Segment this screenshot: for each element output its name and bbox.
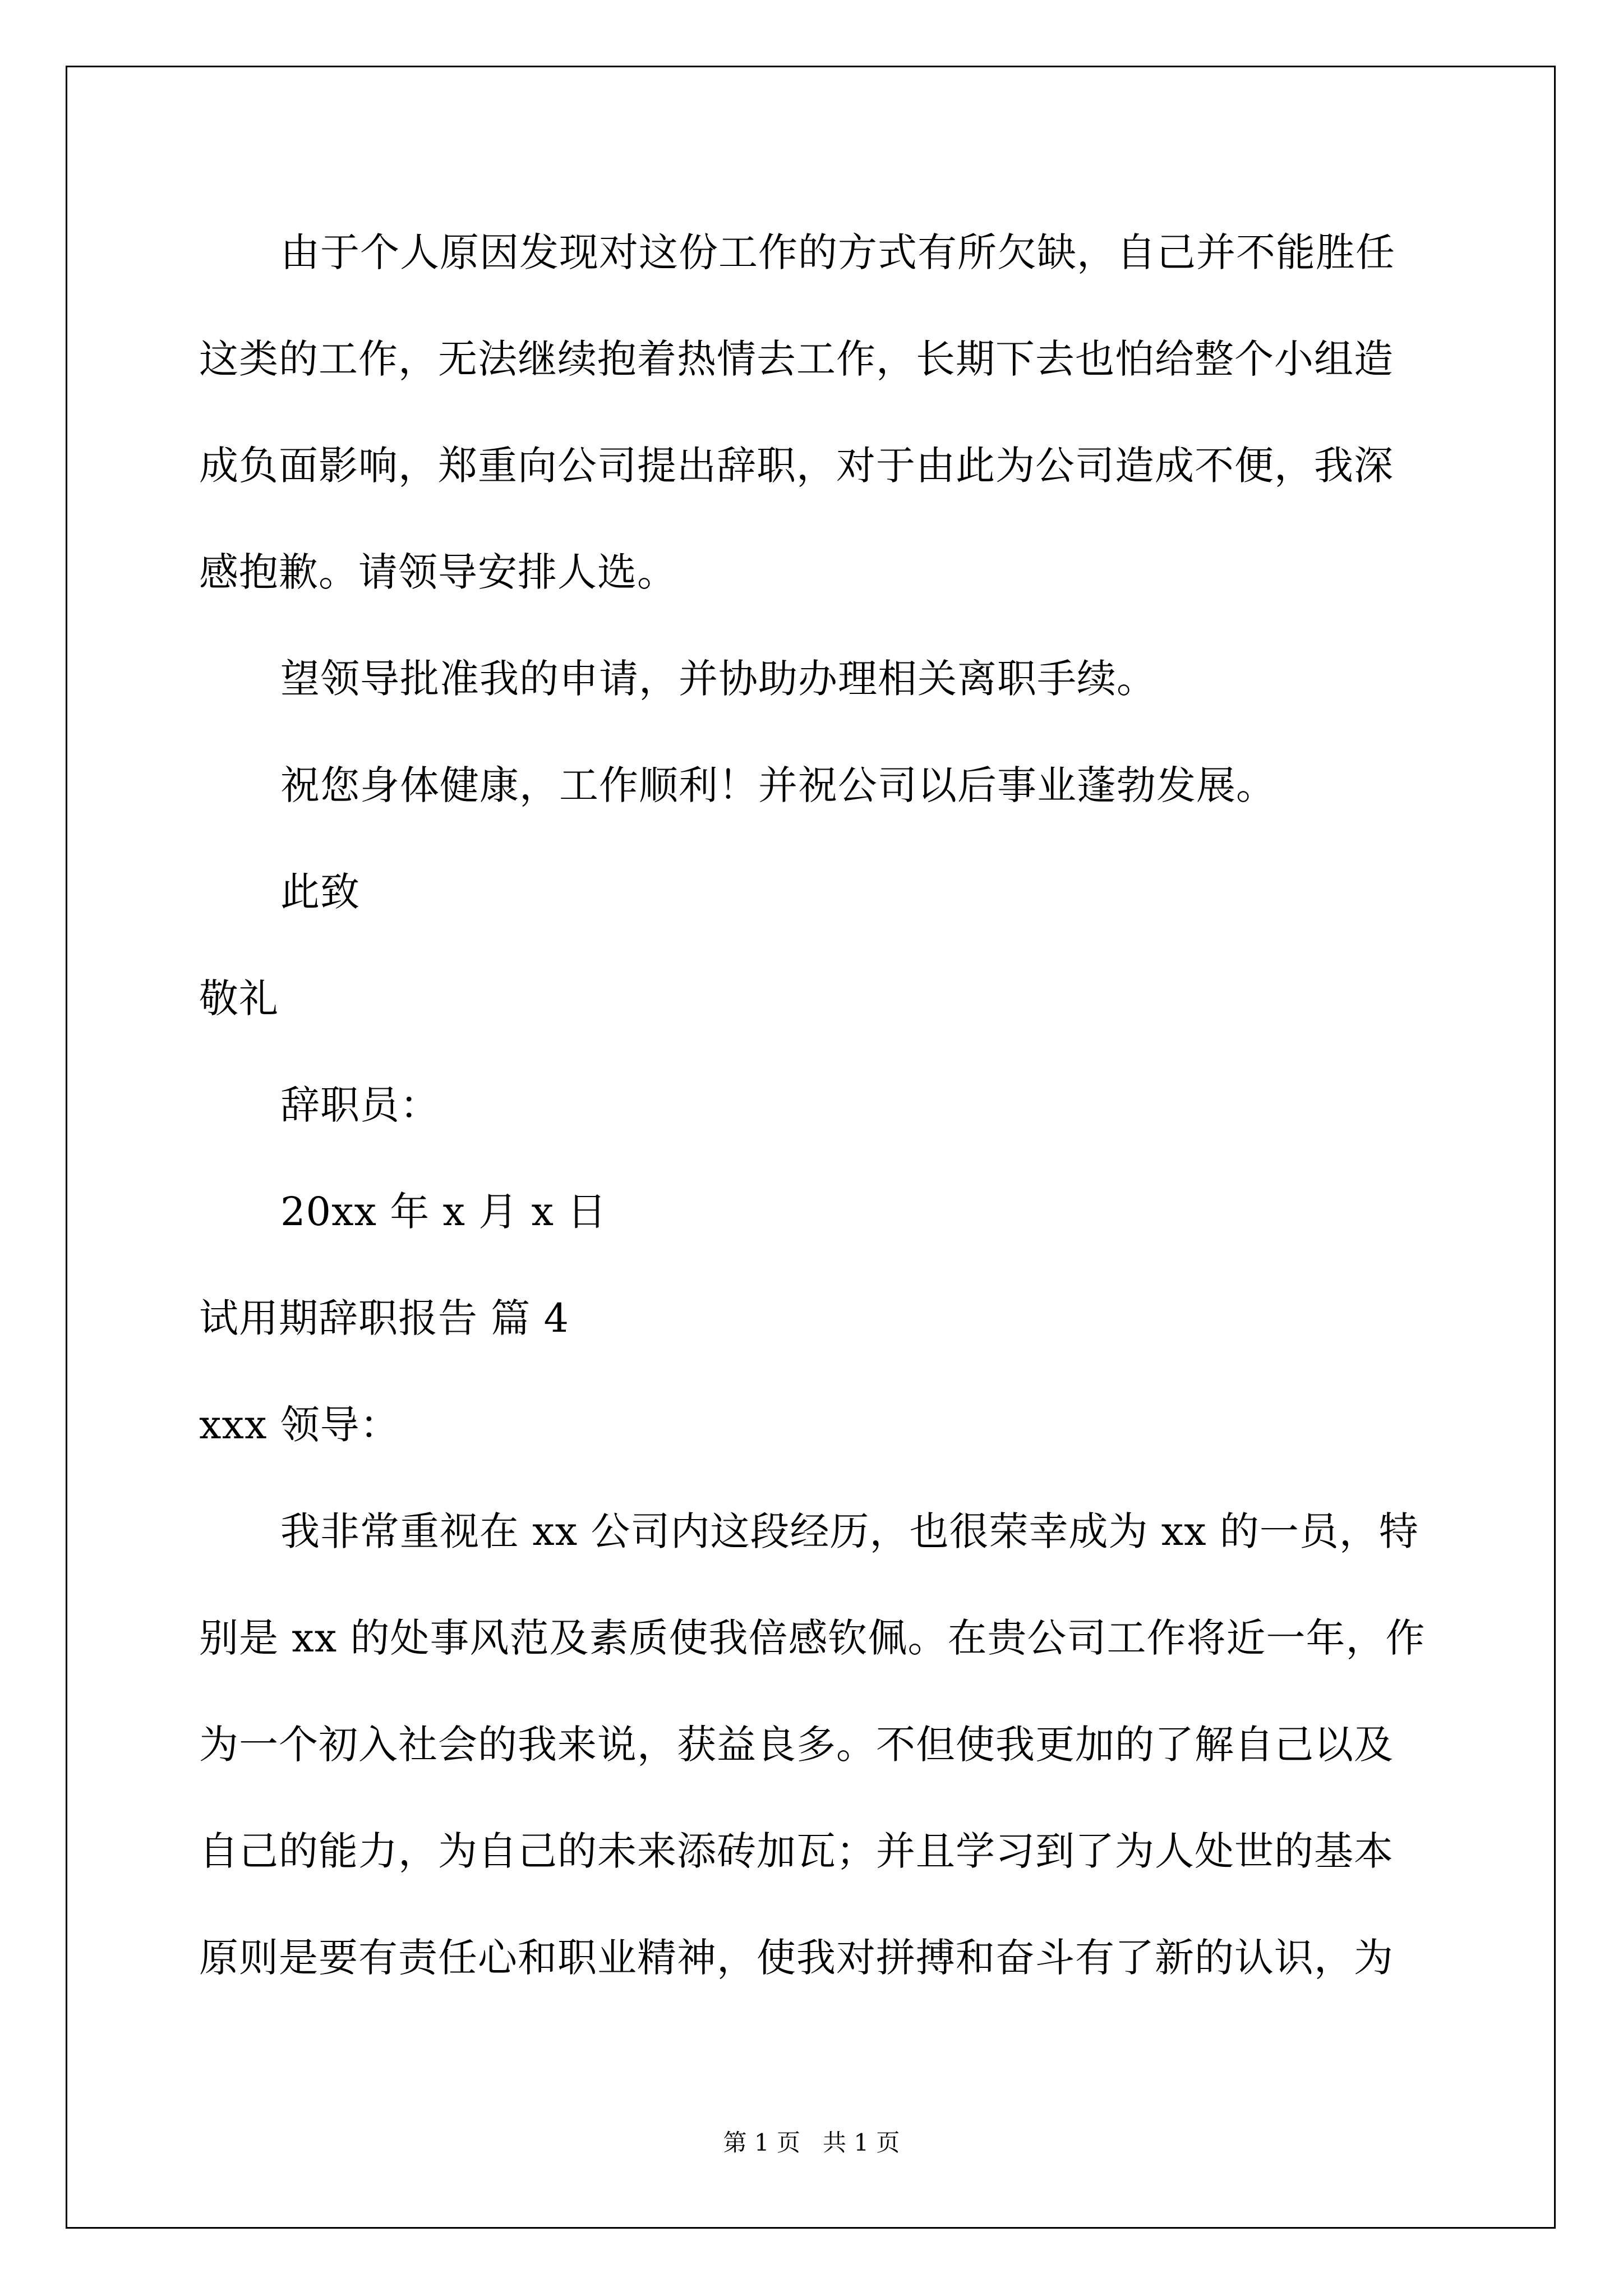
signature-label: 辞职员： xyxy=(280,1082,440,1128)
page-number: 第 1 页 xyxy=(723,2129,800,2156)
total-pages: 共 1 页 xyxy=(823,2129,900,2156)
recipient-line: xxx 领导： xyxy=(199,1402,400,1448)
paragraph-line: 别是 xx 的处事风范及素质使我倍感钦佩。在贵公司工作将近一年，作 xyxy=(199,1615,1426,1661)
date-line: 20xx 年 x 月 x 日 xyxy=(280,1189,607,1235)
paragraph-line: 感抱歉。请领导安排人选。 xyxy=(199,549,677,595)
page-footer xyxy=(0,2127,1623,2159)
paragraph-line: 原则是要有责任心和职业精神，使我对拼搏和奋斗有了新的认识，为 xyxy=(199,1935,1394,1981)
closing-line: 此致 xyxy=(280,869,360,915)
paragraph-line: 由于个人原因发现对这份工作的方式有所欠缺，自己并不能胜任 xyxy=(280,229,1395,275)
paragraph-line: 祝您身体健康，工作顺利！并祝公司以后事业蓬勃发展。 xyxy=(280,762,1276,808)
section-heading: 试用期辞职报告 篇 4 xyxy=(199,1295,570,1341)
paragraph-line: 为一个初入社会的我来说，获益良多。不但使我更加的了解自己以及 xyxy=(199,1722,1394,1768)
paragraph-line: 望领导批准我的申请，并协助办理相关离职手续。 xyxy=(280,656,1156,702)
document-body xyxy=(199,222,1433,2033)
paragraph-line: 成负面影响，郑重向公司提出辞职，对于由此为公司造成不便，我深 xyxy=(199,443,1394,489)
paragraph-line: 这类的工作，无法继续抱着热情去工作，长期下去也怕给整个小组造 xyxy=(199,336,1394,382)
paragraph-line: 自己的能力，为自己的未来添砖加瓦；并且学习到了为人处世的基本 xyxy=(199,1828,1394,1874)
paragraph-line: 我非常重视在 xx 公司内这段经历，也很荣幸成为 xx 的一员，特 xyxy=(280,1508,1419,1554)
salutation-line: 敬礼 xyxy=(199,976,279,1022)
